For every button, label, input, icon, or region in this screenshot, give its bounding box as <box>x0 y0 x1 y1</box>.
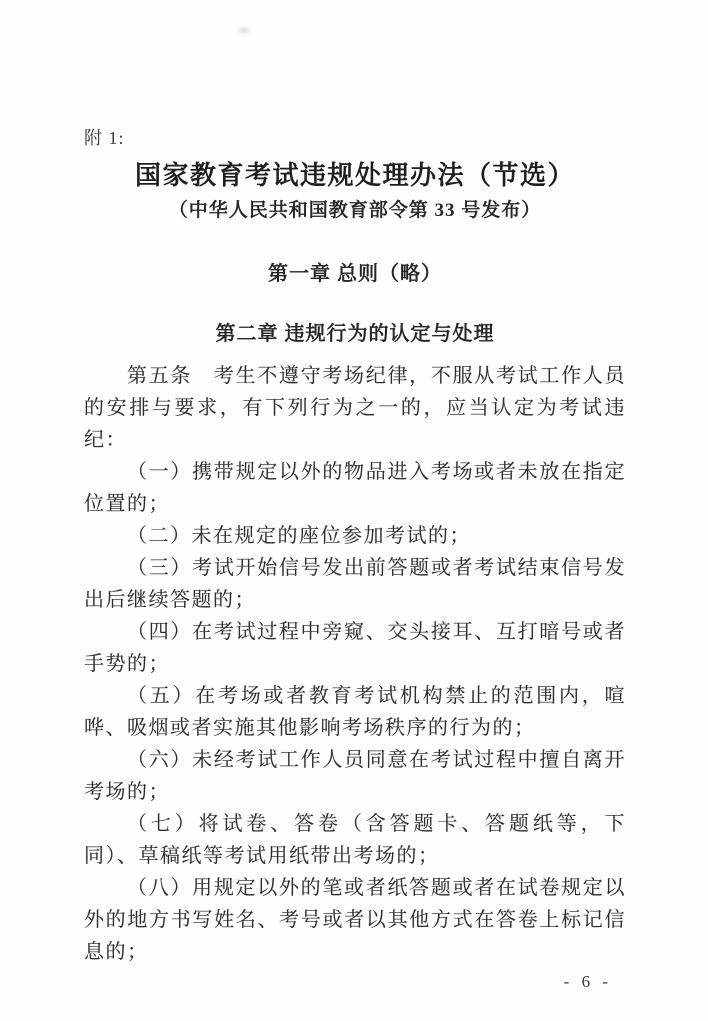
paragraph-item-7: （七）将试卷、答卷（含答题卡、答题纸等，下同）、草稿纸等考试用纸带出考场的； <box>84 813 626 867</box>
paragraph-item-1: （一）携带规定以外的物品进入考场或者未放在指定位置的； <box>84 461 626 515</box>
paragraph-item-4: （四）在考试过程中旁窥、交头接耳、互打暗号或者手势的； <box>84 621 626 675</box>
chapter-2-heading: 第二章 违规行为的认定与处理 <box>215 323 495 345</box>
chapter-1-heading: 第一章 总则（略） <box>268 263 442 285</box>
page-number: - 6 - <box>563 972 612 991</box>
document-title: 国家教育考试违规处理办法（节选） <box>134 161 575 190</box>
paragraph-item-8: （八）用规定以外的笔或者纸答题或者在试卷规定以外的地方书写姓名、考号或者以其他方式在答卷上标记信息的； <box>84 877 626 963</box>
paragraph-item-6: （六）未经考试工作人员同意在考试过程中擅自离开考场的； <box>84 749 626 803</box>
document-subtitle: （中华人民共和国教育部令第 33 号发布） <box>168 200 542 221</box>
document-body <box>84 360 626 968</box>
paragraph-article-5: 第五条 考生不遵守考场纪律，不服从考试工作人员的安排与要求，有下列行为之一的，应当认定为考试违纪： <box>84 365 626 451</box>
paragraph-item-3: （三）考试开始信号发出前答题或者考试结束信号发出后继续答题的； <box>84 557 626 611</box>
paragraph-item-5: （五）在考场或者教育考试机构禁止的范围内，喧哗、吸烟或者实施其他影响考场秩序的行为的； <box>84 685 626 739</box>
paragraph-item-2: （二）未在规定的座位参加考试的； <box>127 525 471 547</box>
attachment-label: 附 1: <box>84 128 125 148</box>
scan-smudge-artifact <box>236 26 252 35</box>
